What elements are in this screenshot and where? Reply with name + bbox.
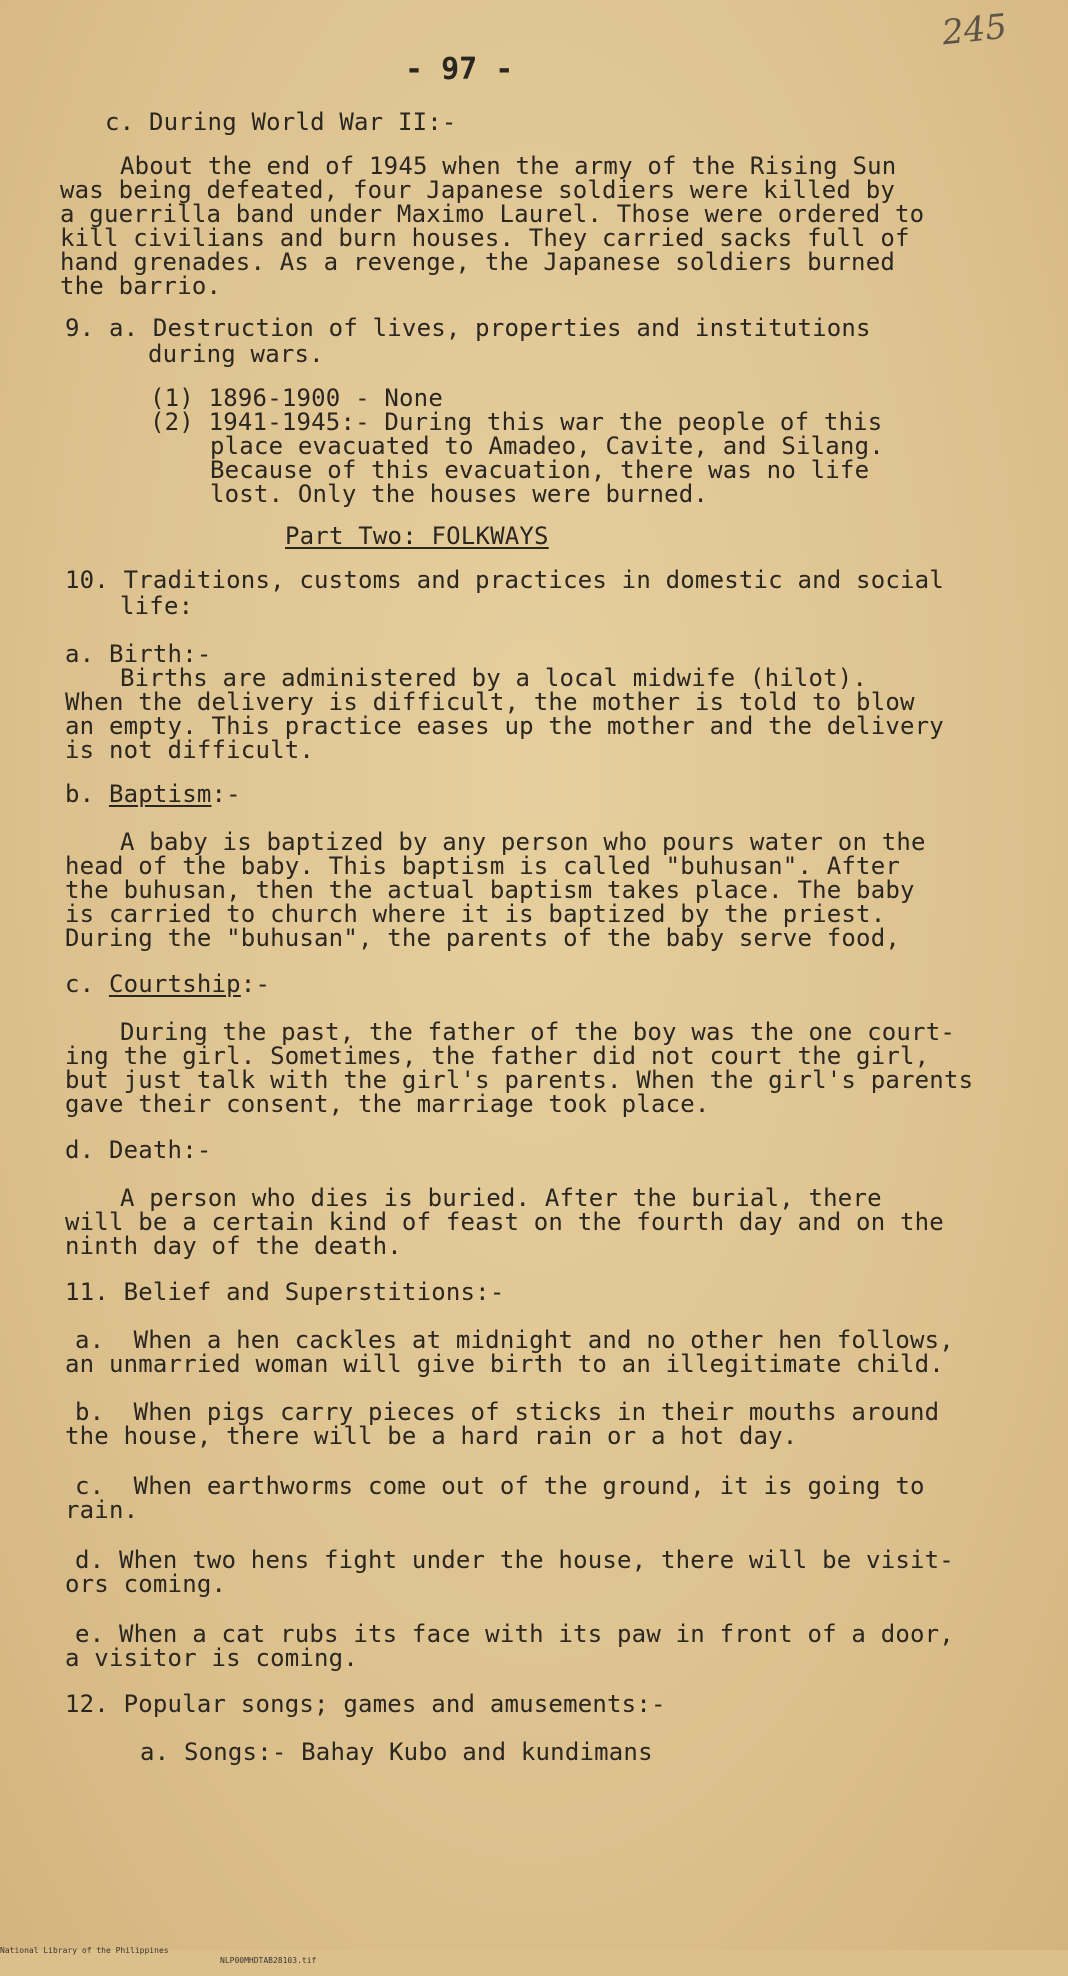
question-10-cont: life: — [120, 592, 194, 620]
paragraph-line: During the past, the father of the boy was the one court- — [120, 1018, 956, 1046]
belief-item: d. When two hens fight under the house, there will be visit- — [75, 1546, 954, 1574]
belief-item: a. When a hen cackles at midnight and no other hen follows, — [75, 1326, 954, 1354]
belief-item: c. When earthworms come out of the ground, it is going to — [75, 1472, 925, 1500]
paragraph-line: is not difficult. — [65, 736, 315, 764]
scan-footer — [0, 1936, 317, 1976]
paragraph-line: a guerrilla band under Maximo Laurel. Those were ordered to — [60, 200, 925, 228]
baptism-heading-word: Baptism — [108, 780, 212, 808]
courtship-heading-suffix: :- — [240, 970, 271, 998]
paragraph-line: kill civilians and burn houses. They carried sacks full of — [60, 224, 910, 252]
question-9: 9. a. Destruction of lives, properties and institutions — [65, 314, 871, 342]
paragraph-line: the barrio. — [60, 272, 222, 300]
courtship-heading — [65, 970, 270, 999]
paragraph-line: gave their consent, the marriage took place. — [65, 1090, 710, 1118]
question-10: 10. Traditions, customs and practices in domestic and social — [65, 566, 944, 594]
paragraph-line: About the end of 1945 when the army of the Rising Sun — [120, 152, 897, 180]
belief-item: an unmarried woman will give birth to an illegitimate child. — [65, 1350, 944, 1378]
paragraph-line: ing the girl. Sometimes, the father did not court the girl, — [65, 1042, 930, 1070]
courtship-heading-prefix: c. — [65, 970, 109, 998]
belief-item: a visitor is coming. — [65, 1644, 358, 1672]
paragraph-line: ninth day of the death. — [65, 1232, 402, 1260]
question-12: 12. Popular songs; games and amusements:- — [65, 1690, 666, 1718]
songs-line: a. Songs:- Bahay Kubo and kundimans — [140, 1738, 653, 1766]
footer-file-id: NLP00MHDTAB28103.tif — [220, 1956, 317, 1965]
courtship-heading-word: Courtship — [108, 970, 241, 998]
birth-heading: a. Birth:- — [65, 640, 212, 668]
war2-heading: c. During World War II:- — [105, 108, 457, 136]
list-item: place evacuated to Amadeo, Cavite, and Silang. — [210, 432, 884, 460]
paragraph-line: will be a certain kind of feast on the fourth day and on the — [65, 1208, 944, 1236]
question-9-cont: during wars. — [148, 340, 324, 368]
paragraph-line: is carried to church where it is baptized by the priest. — [65, 900, 886, 928]
baptism-heading — [65, 780, 241, 809]
paragraph-line: Births are administered by a local midwife (hilot). — [120, 664, 868, 692]
paragraph-line: During the "buhusan", the parents of the baby serve food, — [65, 924, 901, 952]
list-item: (2) 1941-1945:- During this war the people of this — [150, 408, 883, 436]
belief-item: rain. — [65, 1496, 139, 1524]
belief-item: b. When pigs carry pieces of sticks in their mouths around — [75, 1398, 940, 1426]
list-item: (1) 1896-1900 - None — [150, 384, 443, 412]
paragraph-line: the buhusan, then the actual baptism takes place. The baby — [65, 876, 915, 904]
page-number: - 97 - — [405, 52, 514, 87]
paragraph-line: an empty. This practice eases up the mother and the delivery — [65, 712, 944, 740]
footer-library: National Library of the Philippines — [0, 1946, 169, 1955]
belief-item: the house, there will be a hard rain or a hot day. — [65, 1422, 798, 1450]
list-item: Because of this evacuation, there was no life — [210, 456, 870, 484]
baptism-heading-prefix: b. — [65, 780, 109, 808]
belief-item: e. When a cat rubs its face with its paw in front of a door, — [75, 1620, 954, 1648]
paragraph-line: A baby is baptized by any person who pours water on the — [120, 828, 926, 856]
list-item: lost. Only the houses were burned. — [210, 480, 709, 508]
paragraph-line: was being defeated, four Japanese soldiers were killed by — [60, 176, 896, 204]
belief-item: ors coming. — [65, 1570, 227, 1598]
paragraph-line: hand grenades. As a revenge, the Japanese soldiers burned — [60, 248, 896, 276]
paragraph-line: head of the baby. This baptism is called "buhusan". After — [65, 852, 901, 880]
paragraph-line: but just talk with the girl's parents. When the girl's parents — [65, 1066, 974, 1094]
baptism-heading-suffix: :- — [211, 780, 241, 808]
paragraph-line: When the delivery is difficult, the mother is told to blow — [65, 688, 915, 716]
question-11: 11. Belief and Superstitions:- — [65, 1278, 505, 1306]
handwritten-page-number: 245 — [940, 6, 1009, 54]
part-two-heading: Part Two: FOLKWAYS — [285, 522, 549, 550]
death-heading: d. Death:- — [65, 1136, 212, 1164]
paragraph-line: A person who dies is buried. After the burial, there — [120, 1184, 882, 1212]
